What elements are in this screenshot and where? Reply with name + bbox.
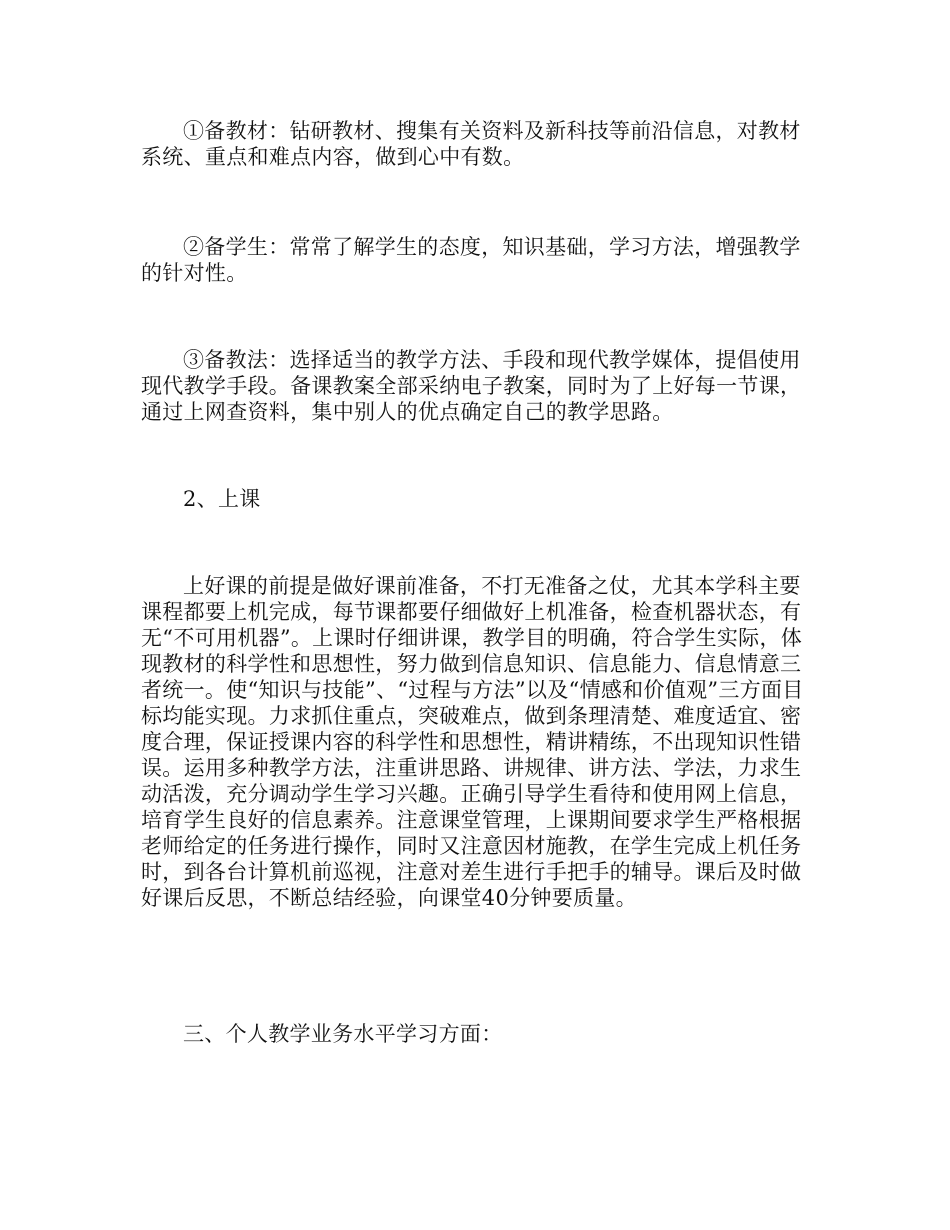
paragraph-prepare-methods: ③备教法：选择适当的教学方法、手段和现代教学媒体，提倡使用现代教学手段。备课教案全部采纳电子教案，同时为了上好每一节课，通过上网查资料，集中别人的优点确定自己的教学思路。 bbox=[141, 348, 802, 424]
paragraph-prepare-materials: ①备教材：钻研教材、搜集有关资料及新科技等前沿信息，对教材系统、重点和难点内容，做到心中有数。 bbox=[141, 119, 801, 169]
section-heading-personal-study: 三、个人教学业务水平学习方面： bbox=[183, 1022, 503, 1046]
paragraph-prepare-students: ②备学生：常常了解学生的态度，知识基础，学习方法，增强教学的针对性。 bbox=[141, 235, 801, 285]
paragraph-class-teaching: 上好课的前提是做好课前准备，不打无准备之仗，尤其本学科主要课程都要上机完成，每节课都要仔细做好上机准备，检查机器状态，有无“不可用机器”。上课时仔细讲课，教学目的明确，符合学生实际，体现教材的科学性和思想性，努力做到信息知识、信息能力、信息情意三者统一。使“知识与技能”、“过程与方法”以及“情感和价值观”三方面目标均能实现。力求抓住重点，突破难点，做到条理清楚、难度适宜、密度合理，保证授课内容的科学性和思想性，精讲精练，不出现知识性错误。运用多种教学方法，注重讲思路、讲规律、讲方法、学法，力求生动活泼，充分调动学生学习兴趣。正确引导学生看待和使用网上信息，培育学生良好的信息素养。注意课堂管理，上课期间要求学生严格根据老师给定的任务进行操作，同时又注意因材施教，在学生完成上机任务时，到各台计算机前巡视，注意对差生进行手把手的辅导。课后及时做好课后反思，不断总结经验，向课堂40分钟要质量。 bbox=[141, 574, 804, 910]
section-heading-class: 2、上课 bbox=[183, 487, 261, 511]
